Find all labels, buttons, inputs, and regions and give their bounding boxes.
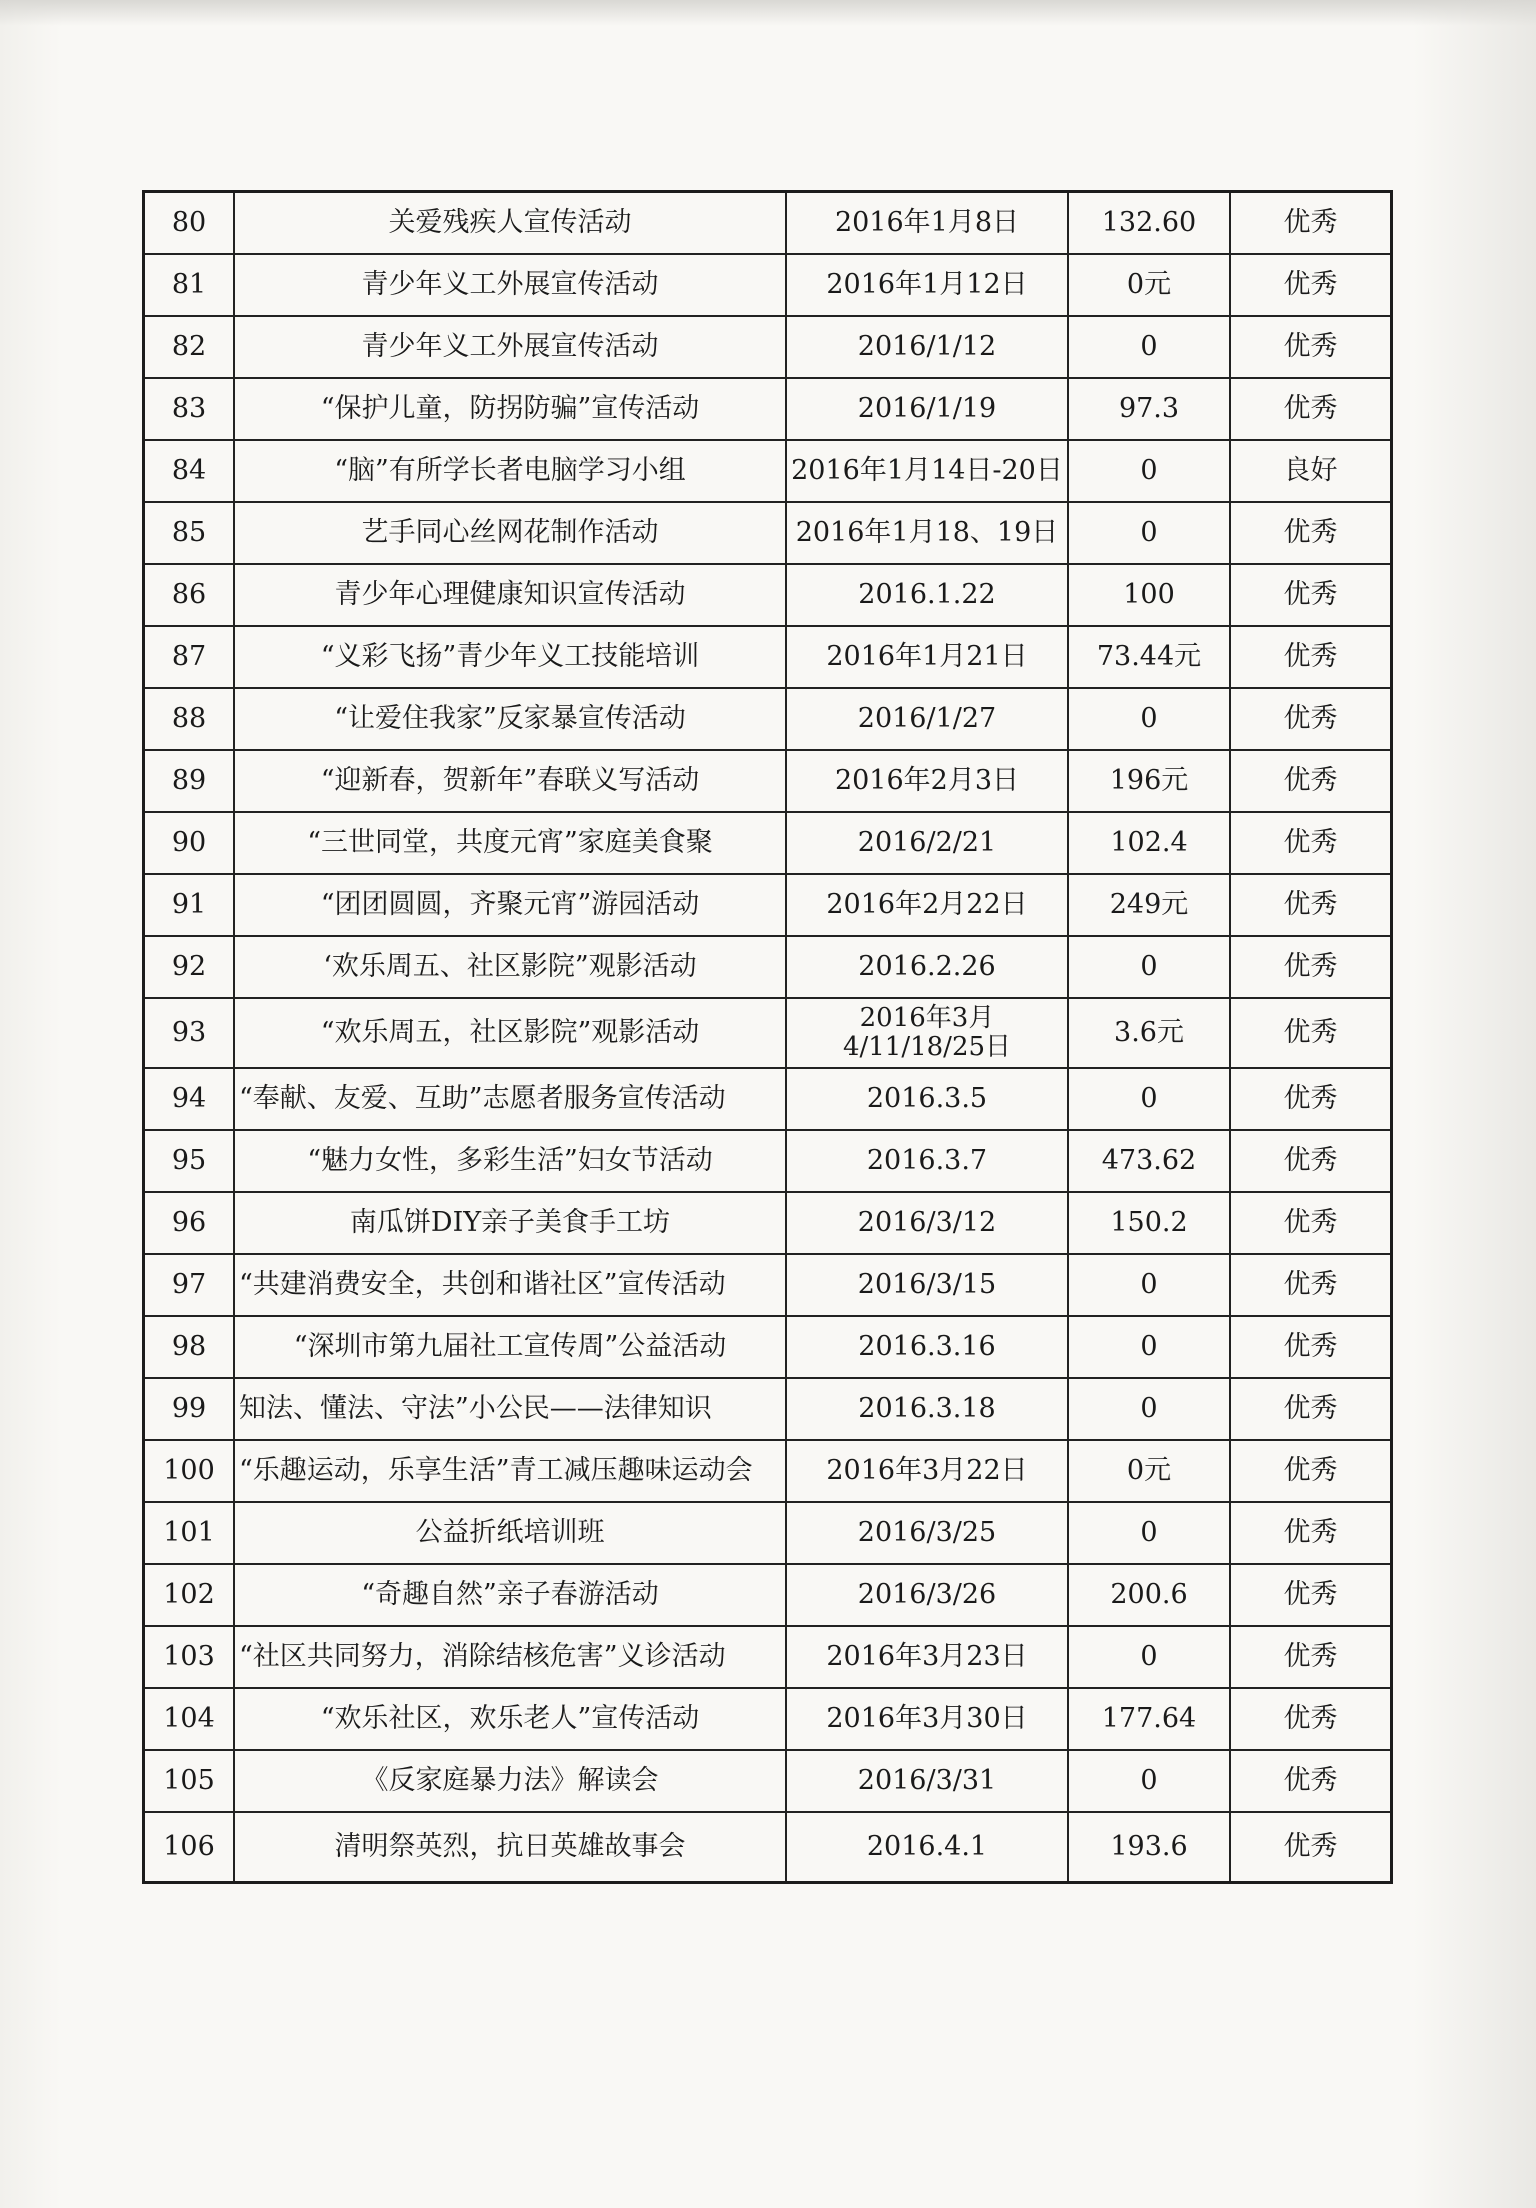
table-row: [144, 874, 1392, 936]
table-row: [144, 502, 1392, 564]
activity-date: 2016.3.16: [786, 1316, 1068, 1378]
activity-date: 2016.3.18: [786, 1378, 1068, 1440]
activity-date: 2016年1月14日-20日: [786, 440, 1068, 502]
activity-cost: 177.64: [1068, 1688, 1230, 1750]
table-row: [144, 1130, 1392, 1192]
activity-date: 2016年1月18、19日: [786, 502, 1068, 564]
row-number: 97: [144, 1254, 235, 1316]
activity-cost: 0: [1068, 1316, 1230, 1378]
table-row: [144, 1068, 1392, 1130]
activity-name: “共建消费安全，共创和谐社区”宣传活动: [234, 1254, 786, 1316]
row-number: 95: [144, 1130, 235, 1192]
table-row: [144, 1192, 1392, 1254]
activity-cost: 0: [1068, 502, 1230, 564]
table-row: [144, 1750, 1392, 1812]
activity-name: “团团圆圆，齐聚元宵”游园活动: [234, 874, 786, 936]
table-row: [144, 564, 1392, 626]
activity-rating: 优秀: [1230, 688, 1392, 750]
activity-name: 青少年义工外展宣传活动: [234, 316, 786, 378]
table-row: [144, 254, 1392, 316]
activity-cost: 0: [1068, 1254, 1230, 1316]
activity-name: “欢乐社区，欢乐老人”宣传活动: [234, 1688, 786, 1750]
activity-date: 2016/3/15: [786, 1254, 1068, 1316]
activity-date: 2016/3/25: [786, 1502, 1068, 1564]
table-row: [144, 936, 1392, 998]
activity-rating: 优秀: [1230, 1564, 1392, 1626]
activity-rating: 优秀: [1230, 874, 1392, 936]
activity-cost: 473.62: [1068, 1130, 1230, 1192]
activity-rating: 优秀: [1230, 502, 1392, 564]
activity-rating: 优秀: [1230, 1626, 1392, 1688]
row-number: 82: [144, 316, 235, 378]
activity-name: “义彩飞扬”青少年义工技能培训: [234, 626, 786, 688]
table-row: [144, 1626, 1392, 1688]
activity-date: 2016/3/12: [786, 1192, 1068, 1254]
table-row: [144, 1316, 1392, 1378]
row-number: 84: [144, 440, 235, 502]
activity-date: 2016年3月4/11/18/25日: [786, 998, 1068, 1068]
activity-rating: 优秀: [1230, 1068, 1392, 1130]
row-number: 94: [144, 1068, 235, 1130]
activity-rating: 优秀: [1230, 998, 1392, 1068]
activity-name: “欢乐周五，社区影院”观影活动: [234, 998, 786, 1068]
row-number: 99: [144, 1378, 235, 1440]
activity-table: [142, 190, 1393, 1884]
activity-rating: 优秀: [1230, 1502, 1392, 1564]
activity-cost: 100: [1068, 564, 1230, 626]
table-row: [144, 1688, 1392, 1750]
table-row: [144, 192, 1392, 255]
table-row: [144, 1440, 1392, 1502]
row-number: 105: [144, 1750, 235, 1812]
row-number: 83: [144, 378, 235, 440]
activity-name: “社区共同努力，消除结核危害”义诊活动: [234, 1626, 786, 1688]
row-number: 106: [144, 1812, 235, 1883]
activity-rating: 优秀: [1230, 254, 1392, 316]
activity-cost: 97.3: [1068, 378, 1230, 440]
activity-date: 2016/2/21: [786, 812, 1068, 874]
row-number: 81: [144, 254, 235, 316]
table-row: [144, 1564, 1392, 1626]
activity-name: 知法、懂法、守法”小公民——法律知识: [234, 1378, 786, 1440]
activity-name: “三世同堂，共度元宵”家庭美食聚: [234, 812, 786, 874]
row-number: 96: [144, 1192, 235, 1254]
activity-cost: 0: [1068, 1502, 1230, 1564]
activity-cost: 0: [1068, 1378, 1230, 1440]
table-row: [144, 812, 1392, 874]
activity-cost: 0: [1068, 936, 1230, 998]
activity-date: 2016年2月22日: [786, 874, 1068, 936]
activity-cost: 0元: [1068, 254, 1230, 316]
activity-rating: 优秀: [1230, 1812, 1392, 1883]
row-number: 102: [144, 1564, 235, 1626]
activity-date: 2016年1月21日: [786, 626, 1068, 688]
activity-name: “让爱住我家”反家暴宣传活动: [234, 688, 786, 750]
activity-date: 2016/3/26: [786, 1564, 1068, 1626]
activity-name: 清明祭英烈，抗日英雄故事会: [234, 1812, 786, 1883]
activity-name: 公益折纸培训班: [234, 1502, 786, 1564]
table-row: [144, 378, 1392, 440]
activity-date: 2016年3月30日: [786, 1688, 1068, 1750]
table-row: [144, 688, 1392, 750]
activity-date: 2016年1月12日: [786, 254, 1068, 316]
table-row: [144, 1502, 1392, 1564]
activity-date: 2016/1/27: [786, 688, 1068, 750]
activity-cost: 0: [1068, 688, 1230, 750]
activity-name: 关爱残疾人宣传活动: [234, 192, 786, 255]
activity-cost: 150.2: [1068, 1192, 1230, 1254]
activity-rating: 优秀: [1230, 564, 1392, 626]
activity-date: 2016年2月3日: [786, 750, 1068, 812]
activity-date: 2016.4.1: [786, 1812, 1068, 1883]
scan-edge-shadow: [0, 0, 1536, 26]
table-row: [144, 1812, 1392, 1883]
activity-cost: 0: [1068, 316, 1230, 378]
activity-date: 2016.2.26: [786, 936, 1068, 998]
activity-cost: 0: [1068, 1068, 1230, 1130]
activity-name: 《反家庭暴力法》解读会: [234, 1750, 786, 1812]
activity-name: “奇趣自然”亲子春游活动: [234, 1564, 786, 1626]
table-row: [144, 1378, 1392, 1440]
activity-cost: 102.4: [1068, 812, 1230, 874]
table-row: [144, 440, 1392, 502]
activity-rating: 优秀: [1230, 316, 1392, 378]
activity-rating: 优秀: [1230, 1192, 1392, 1254]
activity-cost: 0: [1068, 1750, 1230, 1812]
row-number: 98: [144, 1316, 235, 1378]
activity-name: ‘欢乐周五、社区影院”观影活动: [234, 936, 786, 998]
activity-date: 2016.3.5: [786, 1068, 1068, 1130]
activity-rating: 优秀: [1230, 812, 1392, 874]
activity-cost: 0: [1068, 440, 1230, 502]
activity-rating: 优秀: [1230, 378, 1392, 440]
activity-rating: 优秀: [1230, 1316, 1392, 1378]
row-number: 86: [144, 564, 235, 626]
row-number: 87: [144, 626, 235, 688]
table-row: [144, 316, 1392, 378]
activity-name: 青少年心理健康知识宣传活动: [234, 564, 786, 626]
activity-cost: 0元: [1068, 1440, 1230, 1502]
activity-cost: 249元: [1068, 874, 1230, 936]
activity-date: 2016/1/19: [786, 378, 1068, 440]
row-number: 104: [144, 1688, 235, 1750]
activity-cost: 200.6: [1068, 1564, 1230, 1626]
activity-rating: 优秀: [1230, 1688, 1392, 1750]
activity-date: 2016年3月23日: [786, 1626, 1068, 1688]
row-number: 92: [144, 936, 235, 998]
activity-cost: 3.6元: [1068, 998, 1230, 1068]
activity-rating: 优秀: [1230, 936, 1392, 998]
row-number: 89: [144, 750, 235, 812]
row-number: 101: [144, 1502, 235, 1564]
activity-rating: 优秀: [1230, 1254, 1392, 1316]
row-number: 91: [144, 874, 235, 936]
row-number: 93: [144, 998, 235, 1068]
activity-name: “脑”有所学长者电脑学习小组: [234, 440, 786, 502]
row-number: 85: [144, 502, 235, 564]
activity-rating: 优秀: [1230, 192, 1392, 255]
row-number: 88: [144, 688, 235, 750]
activity-name: 南瓜饼DIY亲子美食手工坊: [234, 1192, 786, 1254]
activity-rating: 良好: [1230, 440, 1392, 502]
row-number: 80: [144, 192, 235, 255]
activity-rating: 优秀: [1230, 1378, 1392, 1440]
activity-date: 2016年3月22日: [786, 1440, 1068, 1502]
table-row: [144, 1254, 1392, 1316]
activity-rating: 优秀: [1230, 626, 1392, 688]
activity-name: “奉献、友爱、互助”志愿者服务宣传活动: [234, 1068, 786, 1130]
activity-date: 2016.1.22: [786, 564, 1068, 626]
activity-date: 2016年1月8日: [786, 192, 1068, 255]
activity-name: 青少年义工外展宣传活动: [234, 254, 786, 316]
activity-cost: 132.60: [1068, 192, 1230, 255]
activity-name: “迎新春，贺新年”春联义写活动: [234, 750, 786, 812]
table-row: [144, 750, 1392, 812]
table-row: [144, 998, 1392, 1068]
table-row: [144, 626, 1392, 688]
activity-table-body: [144, 192, 1392, 1883]
row-number: 100: [144, 1440, 235, 1502]
activity-rating: 优秀: [1230, 1750, 1392, 1812]
activity-name: “乐趣运动，乐享生活”青工减压趣味运动会: [234, 1440, 786, 1502]
activity-rating: 优秀: [1230, 1130, 1392, 1192]
activity-date: 2016/1/12: [786, 316, 1068, 378]
activity-date: 2016.3.7: [786, 1130, 1068, 1192]
activity-name: “保护儿童，防拐防骗”宣传活动: [234, 378, 786, 440]
activity-name: “魅力女性，多彩生活”妇女节活动: [234, 1130, 786, 1192]
activity-cost: 193.6: [1068, 1812, 1230, 1883]
activity-cost: 0: [1068, 1626, 1230, 1688]
activity-date: 2016/3/31: [786, 1750, 1068, 1812]
row-number: 103: [144, 1626, 235, 1688]
activity-rating: 优秀: [1230, 1440, 1392, 1502]
activity-name: “深圳市第九届社工宣传周”公益活动: [234, 1316, 786, 1378]
activity-cost: 73.44元: [1068, 626, 1230, 688]
activity-rating: 优秀: [1230, 750, 1392, 812]
activity-cost: 196元: [1068, 750, 1230, 812]
activity-name: 艺手同心丝网花制作活动: [234, 502, 786, 564]
row-number: 90: [144, 812, 235, 874]
